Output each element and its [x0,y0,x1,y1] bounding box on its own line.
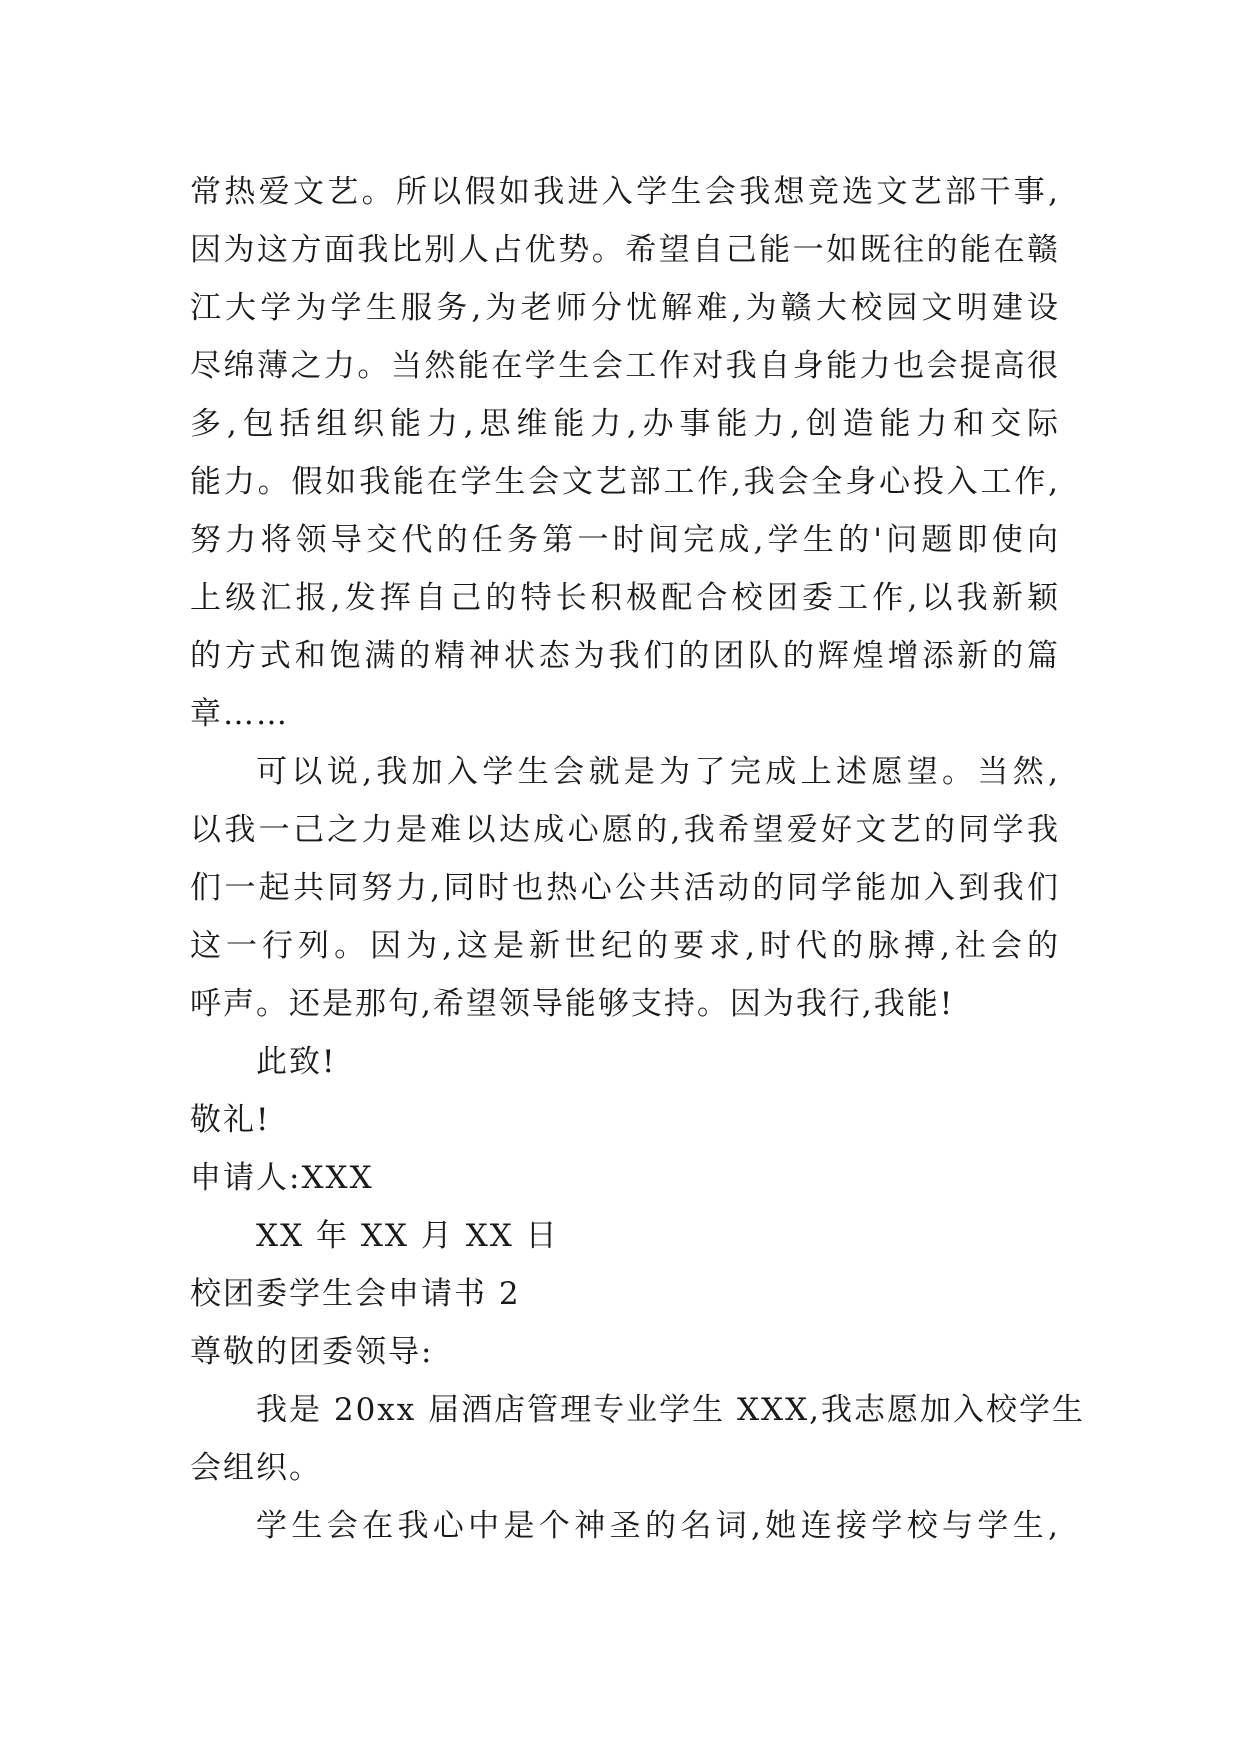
section-title: 校团委学生会申请书 2 [190,1276,521,1312]
closing-salutation: 此致! [256,1044,337,1080]
text-line: 江大学为学生服务,为老师分忧解难,为赣大校园文明建设 [190,290,1060,326]
text-line: 这一行列。因为,这是新世纪的要求,时代的脉搏,社会的 [190,928,1060,964]
text-line: 以我一己之力是难以达成心愿的,我希望爱好文艺的同学我 [190,812,1060,848]
paragraph-first-line: 学生会在我心中是个神圣的名词,她连接学校与学生, [256,1508,1060,1544]
text-line: 上级汇报,发挥自己的特长积极配合校团委工作,以我新颖 [190,580,1060,616]
applicant-signature: 申请人:XXX [190,1160,374,1196]
text-line: 能力。假如我能在学生会文艺部工作,我会全身心投入工作, [190,464,1060,500]
text-line: 多,包括组织能力,思维能力,办事能力,创造能力和交际 [190,406,1060,442]
document-body [190,163,1086,1555]
text-line: 努力将领导交代的任务第一时间完成,学生的'问题即使向 [190,522,1060,558]
closing-regards: 敬礼! [190,1102,271,1138]
text-line: 因为这方面我比别人占优势。希望自己能一如既往的能在赣 [190,232,1060,268]
text-line: 会组织。 [190,1450,322,1486]
text-line: 尽绵薄之力。当然能在学生会工作对我自身能力也会提高很 [190,348,1060,384]
text-line: 们一起共同努力,同时也热心公共活动的同学能加入到我们 [190,870,1060,906]
text-line: 呼声。还是那句,希望领导能够支持。因为我行,我能! [190,986,955,1022]
paragraph-first-line: 我是 20xx 届酒店管理专业学生 XXX,我志愿加入校学生 [256,1392,1086,1428]
date-line: XX 年 XX 月 XX 日 [256,1218,559,1254]
text-line: 常热爱文艺。所以假如我进入学生会我想竞选文艺部干事, [190,174,1060,210]
paragraph-first-line: 可以说,我加入学生会就是为了完成上述愿望。当然, [256,754,1060,790]
text-line: 的方式和饱满的精神状态为我们的团队的辉煌增添新的篇 [190,638,1060,674]
text-line: 章…… [190,696,289,732]
greeting: 尊敬的团委领导: [190,1334,434,1370]
